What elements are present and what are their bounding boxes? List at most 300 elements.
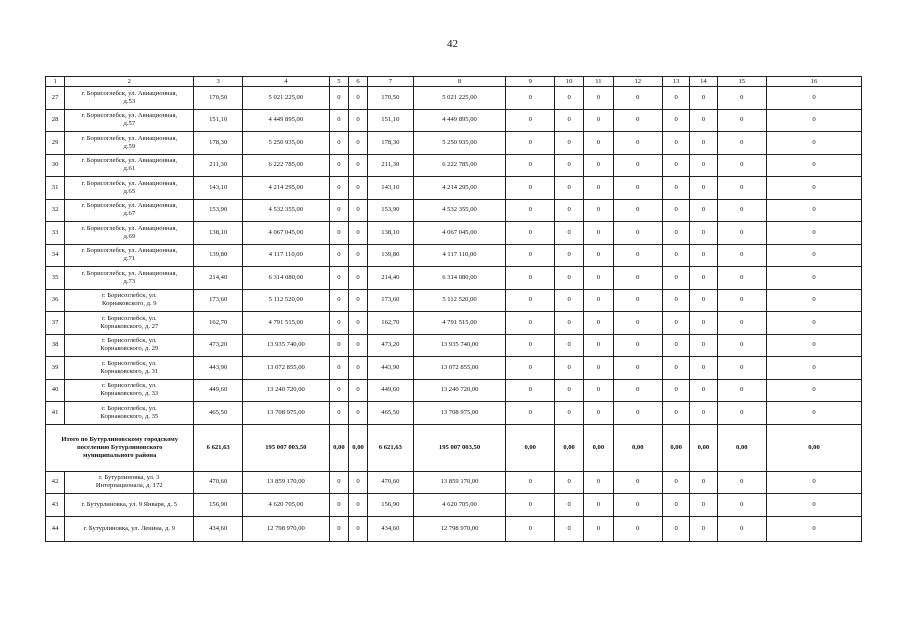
value-cell-c9: 0	[506, 222, 554, 245]
value-cell-c12: 0	[613, 289, 662, 312]
table-row	[46, 312, 862, 335]
value-cell-c16: 0	[767, 109, 862, 132]
row-number: 41	[46, 402, 65, 425]
address-line-2: д.53	[123, 97, 136, 105]
address-line-2: Корнаковского, д. 29	[100, 345, 159, 353]
value-cell-c15: 0	[717, 494, 766, 517]
value-cell-c6: 0	[348, 289, 367, 312]
value-cell-c9: 0	[506, 199, 554, 222]
row-number: 30	[46, 154, 65, 177]
value-cell-c6: 0	[348, 132, 367, 155]
value-cell-c3: 151,10	[194, 109, 242, 132]
value-cell-c10: 0	[554, 154, 583, 177]
value-cell-c16: 0	[767, 379, 862, 402]
total-value-c14: 0,00	[690, 424, 717, 471]
value-cell-c9: 0	[506, 109, 554, 132]
page-number: 42	[447, 38, 458, 50]
address-line-1: г. Борисоглебск, ул.	[101, 337, 157, 345]
row-number: 42	[46, 471, 65, 494]
value-cell-c10: 0	[554, 177, 583, 200]
value-cell-c5: 0	[329, 494, 348, 517]
row-number: 34	[46, 244, 65, 267]
row-number: 43	[46, 494, 65, 517]
value-cell-c11: 0	[584, 312, 613, 335]
table-row	[46, 199, 862, 222]
address-line-2: д.71	[123, 255, 136, 263]
value-cell-c6: 0	[348, 109, 367, 132]
value-cell-c12: 0	[613, 357, 662, 380]
address-cell	[65, 267, 194, 290]
table-row	[46, 494, 862, 517]
value-cell-c15: 0	[717, 267, 766, 290]
value-cell-c10: 0	[554, 357, 583, 380]
value-cell-c9: 0	[506, 132, 554, 155]
value-cell-c6: 0	[348, 334, 367, 357]
value-cell-c13: 0	[663, 471, 690, 494]
value-cell-c13: 0	[663, 132, 690, 155]
register-table	[45, 76, 862, 542]
value-cell-c3: 443,90	[194, 357, 242, 380]
address-line-2: д.59	[123, 142, 136, 150]
value-cell-c12: 0	[613, 267, 662, 290]
total-value-c13: 0,00	[663, 424, 690, 471]
value-cell-c10: 0	[554, 244, 583, 267]
value-cell-c10: 0	[554, 516, 583, 541]
total-label-line: Итого по Бутурлиновскому городскому	[61, 435, 179, 443]
value-cell-c7: 143,10	[368, 177, 413, 200]
table-row	[46, 244, 862, 267]
value-cell-c9: 0	[506, 471, 554, 494]
value-cell-c8: 6 314 080,00	[413, 267, 506, 290]
value-cell-c3: 156,90	[194, 494, 242, 517]
value-cell-c14: 0	[690, 312, 717, 335]
value-cell-c15: 0	[717, 222, 766, 245]
address-line-1: г. Борисоглебск, ул.	[101, 404, 157, 412]
value-cell-c3: 214,40	[194, 267, 242, 290]
row-number: 35	[46, 267, 65, 290]
value-cell-c11: 0	[584, 289, 613, 312]
value-cell-c9: 0	[506, 244, 554, 267]
column-number-7: 7	[368, 77, 413, 87]
value-cell-c14: 0	[690, 132, 717, 155]
column-number-14: 14	[690, 77, 717, 87]
row-number: 39	[46, 357, 65, 380]
address-line-2: д.57	[123, 120, 136, 128]
value-cell-c9: 0	[506, 267, 554, 290]
value-cell-c15: 0	[717, 516, 766, 541]
value-cell-c6: 0	[348, 494, 367, 517]
value-cell-c12: 0	[613, 132, 662, 155]
value-cell-c15: 0	[717, 334, 766, 357]
address-cell	[65, 471, 194, 494]
value-cell-c7: 434,60	[368, 516, 413, 541]
column-number-4: 4	[242, 77, 329, 87]
address-line-1: г. Борисоглебск, ул. Авиационная,	[81, 269, 178, 277]
total-value-c12: 0,00	[613, 424, 662, 471]
value-cell-c9: 0	[506, 87, 554, 110]
value-cell-c4: 4 117 110,00	[242, 244, 329, 267]
value-cell-c16: 0	[767, 334, 862, 357]
address-line-1: г. Борисоглебск, ул. Авиационная,	[81, 202, 178, 210]
value-cell-c8: 12 798 970,00	[413, 516, 506, 541]
value-cell-c12: 0	[613, 379, 662, 402]
value-cell-c14: 0	[690, 334, 717, 357]
value-cell-c11: 0	[584, 87, 613, 110]
value-cell-c11: 0	[584, 154, 613, 177]
address-line-1: г. Борисоглебск, ул. Авиационная,	[81, 134, 178, 142]
value-cell-c4: 13 072 855,00	[242, 357, 329, 380]
value-cell-c16: 0	[767, 132, 862, 155]
value-cell-c5: 0	[329, 334, 348, 357]
value-cell-c10: 0	[554, 402, 583, 425]
value-cell-c10: 0	[554, 379, 583, 402]
address-line-2: Корнаковского, д. 31	[100, 367, 159, 375]
value-cell-c7: 139,80	[368, 244, 413, 267]
value-cell-c13: 0	[663, 177, 690, 200]
address-line-2: д.61	[123, 165, 136, 173]
total-value-c9: 0,00	[506, 424, 554, 471]
value-cell-c12: 0	[613, 334, 662, 357]
value-cell-c9: 0	[506, 289, 554, 312]
address-line-2: Корнаковского, д. 9	[102, 300, 157, 308]
value-cell-c4: 4 214 295,00	[242, 177, 329, 200]
value-cell-c8: 4 117 110,00	[413, 244, 506, 267]
value-cell-c16: 0	[767, 154, 862, 177]
column-number-row	[46, 77, 862, 87]
value-cell-c15: 0	[717, 132, 766, 155]
value-cell-c16: 0	[767, 267, 862, 290]
address-cell	[65, 494, 194, 517]
value-cell-c5: 0	[329, 244, 348, 267]
row-number: 33	[46, 222, 65, 245]
row-number: 29	[46, 132, 65, 155]
value-cell-c12: 0	[613, 471, 662, 494]
value-cell-c6: 0	[348, 312, 367, 335]
value-cell-c7: 211,30	[368, 154, 413, 177]
value-cell-c8: 13 935 740,00	[413, 334, 506, 357]
value-cell-c8: 6 222 785,00	[413, 154, 506, 177]
value-cell-c5: 0	[329, 87, 348, 110]
value-cell-c6: 0	[348, 87, 367, 110]
value-cell-c16: 0	[767, 402, 862, 425]
value-cell-c9: 0	[506, 494, 554, 517]
table-row	[46, 402, 862, 425]
total-label-line: муниципального района	[83, 451, 157, 459]
value-cell-c7: 465,50	[368, 402, 413, 425]
table-row	[46, 87, 862, 110]
value-cell-c10: 0	[554, 267, 583, 290]
value-cell-c4: 4 791 515,00	[242, 312, 329, 335]
value-cell-c9: 0	[506, 154, 554, 177]
value-cell-c14: 0	[690, 222, 717, 245]
column-number-12: 12	[613, 77, 662, 87]
address-cell	[65, 244, 194, 267]
value-cell-c4: 4 449 895,00	[242, 109, 329, 132]
address-cell	[65, 109, 194, 132]
value-cell-c10: 0	[554, 199, 583, 222]
address-line-1: г. Борисоглебск, ул. Авиационная,	[81, 157, 178, 165]
value-cell-c5: 0	[329, 177, 348, 200]
address-cell	[65, 289, 194, 312]
value-cell-c13: 0	[663, 244, 690, 267]
total-value-c6: 0,00	[348, 424, 367, 471]
value-cell-c6: 0	[348, 154, 367, 177]
value-cell-c10: 0	[554, 109, 583, 132]
value-cell-c12: 0	[613, 516, 662, 541]
value-cell-c14: 0	[690, 244, 717, 267]
address-line-1: г. Борисоглебск, ул.	[101, 314, 157, 322]
value-cell-c10: 0	[554, 312, 583, 335]
value-cell-c14: 0	[690, 357, 717, 380]
value-cell-c10: 0	[554, 471, 583, 494]
value-cell-c8: 13 072 855,00	[413, 357, 506, 380]
column-number-16: 16	[767, 77, 862, 87]
value-cell-c5: 0	[329, 402, 348, 425]
value-cell-c7: 214,40	[368, 267, 413, 290]
value-cell-c4: 5 112 520,00	[242, 289, 329, 312]
value-cell-c8: 5 021 225,00	[413, 87, 506, 110]
value-cell-c15: 0	[717, 402, 766, 425]
value-cell-c7: 473,20	[368, 334, 413, 357]
value-cell-c3: 178,30	[194, 132, 242, 155]
value-cell-c11: 0	[584, 334, 613, 357]
column-number-10: 10	[554, 77, 583, 87]
value-cell-c5: 0	[329, 222, 348, 245]
value-cell-c14: 0	[690, 267, 717, 290]
table-row	[46, 267, 862, 290]
row-number: 44	[46, 516, 65, 541]
total-value-c11: 0,00	[584, 424, 613, 471]
value-cell-c7: 138,10	[368, 222, 413, 245]
value-cell-c11: 0	[584, 516, 613, 541]
table-row	[46, 154, 862, 177]
value-cell-c11: 0	[584, 379, 613, 402]
value-cell-c14: 0	[690, 516, 717, 541]
total-value-c3: 6 621,63	[194, 424, 242, 471]
value-cell-c5: 0	[329, 267, 348, 290]
value-cell-c6: 0	[348, 357, 367, 380]
address-line-1: г. Бутурлиновка, ул. 3	[99, 474, 160, 482]
value-cell-c12: 0	[613, 177, 662, 200]
value-cell-c12: 0	[613, 199, 662, 222]
value-cell-c10: 0	[554, 494, 583, 517]
value-cell-c16: 0	[767, 244, 862, 267]
address-line-1: г. Борисоглебск, ул. Авиационная,	[81, 179, 178, 187]
value-cell-c13: 0	[663, 516, 690, 541]
value-cell-c13: 0	[663, 289, 690, 312]
table-row	[46, 516, 862, 541]
value-cell-c10: 0	[554, 132, 583, 155]
value-cell-c3: 470,60	[194, 471, 242, 494]
value-cell-c14: 0	[690, 402, 717, 425]
value-cell-c4: 13 859 170,00	[242, 471, 329, 494]
value-cell-c14: 0	[690, 471, 717, 494]
value-cell-c12: 0	[613, 244, 662, 267]
value-cell-c15: 0	[717, 312, 766, 335]
value-cell-c6: 0	[348, 379, 367, 402]
value-cell-c8: 13 240 720,00	[413, 379, 506, 402]
column-number-15: 15	[717, 77, 766, 87]
value-cell-c14: 0	[690, 199, 717, 222]
value-cell-c3: 449,60	[194, 379, 242, 402]
row-number: 28	[46, 109, 65, 132]
value-cell-c4: 13 935 740,00	[242, 334, 329, 357]
value-cell-c13: 0	[663, 402, 690, 425]
total-value-c15: 0,00	[717, 424, 766, 471]
value-cell-c16: 0	[767, 357, 862, 380]
value-cell-c4: 13 240 720,00	[242, 379, 329, 402]
value-cell-c10: 0	[554, 334, 583, 357]
address-cell	[65, 199, 194, 222]
value-cell-c11: 0	[584, 109, 613, 132]
column-number-5: 5	[329, 77, 348, 87]
address-cell	[65, 87, 194, 110]
address-line-1: г. Бутурлиновка, ул. 9 Января, д. 5	[81, 500, 178, 508]
value-cell-c13: 0	[663, 109, 690, 132]
address-cell	[65, 222, 194, 245]
value-cell-c8: 13 859 170,00	[413, 471, 506, 494]
value-cell-c13: 0	[663, 494, 690, 517]
address-cell	[65, 177, 194, 200]
table-row	[46, 177, 862, 200]
table-row	[46, 379, 862, 402]
value-cell-c13: 0	[663, 357, 690, 380]
value-cell-c15: 0	[717, 109, 766, 132]
value-cell-c15: 0	[717, 289, 766, 312]
value-cell-c14: 0	[690, 289, 717, 312]
address-line-1: г. Борисоглебск, ул.	[101, 382, 157, 390]
value-cell-c11: 0	[584, 494, 613, 517]
value-cell-c4: 6 222 785,00	[242, 154, 329, 177]
value-cell-c7: 153,90	[368, 199, 413, 222]
value-cell-c13: 0	[663, 154, 690, 177]
value-cell-c7: 170,50	[368, 87, 413, 110]
value-cell-c13: 0	[663, 379, 690, 402]
address-line-1: г. Борисоглебск, ул.	[101, 359, 157, 367]
value-cell-c14: 0	[690, 379, 717, 402]
value-cell-c16: 0	[767, 494, 862, 517]
value-cell-c5: 0	[329, 199, 348, 222]
value-cell-c3: 153,90	[194, 199, 242, 222]
total-value-c4: 195 007 003,50	[242, 424, 329, 471]
total-label-line: поселению Бутурлиновского	[76, 443, 163, 451]
value-cell-c9: 0	[506, 177, 554, 200]
address-line-1: г. Борисоглебск, ул. Авиационная,	[81, 112, 178, 120]
value-cell-c3: 173,60	[194, 289, 242, 312]
value-cell-c3: 170,50	[194, 87, 242, 110]
value-cell-c13: 0	[663, 267, 690, 290]
value-cell-c7: 443,90	[368, 357, 413, 380]
value-cell-c13: 0	[663, 312, 690, 335]
value-cell-c8: 4 067 045,00	[413, 222, 506, 245]
value-cell-c5: 0	[329, 312, 348, 335]
value-cell-c16: 0	[767, 177, 862, 200]
value-cell-c13: 0	[663, 334, 690, 357]
value-cell-c9: 0	[506, 402, 554, 425]
value-cell-c16: 0	[767, 222, 862, 245]
value-cell-c8: 4 620 705,00	[413, 494, 506, 517]
address-cell	[65, 357, 194, 380]
value-cell-c12: 0	[613, 494, 662, 517]
value-cell-c4: 6 314 080,00	[242, 267, 329, 290]
value-cell-c5: 0	[329, 357, 348, 380]
value-cell-c3: 465,50	[194, 402, 242, 425]
value-cell-c16: 0	[767, 199, 862, 222]
value-cell-c5: 0	[329, 154, 348, 177]
value-cell-c11: 0	[584, 267, 613, 290]
value-cell-c9: 0	[506, 516, 554, 541]
address-cell	[65, 334, 194, 357]
value-cell-c3: 211,30	[194, 154, 242, 177]
value-cell-c11: 0	[584, 471, 613, 494]
address-line-2: д.67	[123, 210, 136, 218]
column-number-1: 1	[46, 77, 65, 87]
address-line-2: д.73	[123, 277, 136, 285]
total-row	[46, 424, 862, 471]
row-number: 31	[46, 177, 65, 200]
address-line-2: Корнаковского, д. 33	[100, 390, 159, 398]
value-cell-c12: 0	[613, 154, 662, 177]
value-cell-c10: 0	[554, 222, 583, 245]
value-cell-c14: 0	[690, 87, 717, 110]
value-cell-c15: 0	[717, 357, 766, 380]
value-cell-c15: 0	[717, 87, 766, 110]
value-cell-c4: 4 067 045,00	[242, 222, 329, 245]
address-line-2: Корнаковского, д. 35	[100, 412, 159, 420]
value-cell-c8: 4 214 295,00	[413, 177, 506, 200]
total-value-c7: 6 621,63	[368, 424, 413, 471]
total-value-c10: 0,00	[554, 424, 583, 471]
address-cell	[65, 402, 194, 425]
value-cell-c9: 0	[506, 312, 554, 335]
value-cell-c15: 0	[717, 471, 766, 494]
value-cell-c5: 0	[329, 289, 348, 312]
table-body	[46, 77, 862, 542]
value-cell-c16: 0	[767, 516, 862, 541]
value-cell-c7: 151,10	[368, 109, 413, 132]
value-cell-c13: 0	[663, 87, 690, 110]
value-cell-c7: 449,60	[368, 379, 413, 402]
value-cell-c15: 0	[717, 154, 766, 177]
value-cell-c11: 0	[584, 244, 613, 267]
value-cell-c6: 0	[348, 199, 367, 222]
value-cell-c4: 4 620 705,00	[242, 494, 329, 517]
value-cell-c8: 5 250 935,00	[413, 132, 506, 155]
value-cell-c14: 0	[690, 177, 717, 200]
table-row	[46, 132, 862, 155]
total-label	[46, 424, 194, 471]
column-number-13: 13	[663, 77, 690, 87]
value-cell-c16: 0	[767, 471, 862, 494]
row-number: 27	[46, 87, 65, 110]
column-number-8: 8	[413, 77, 506, 87]
value-cell-c12: 0	[613, 109, 662, 132]
value-cell-c12: 0	[613, 402, 662, 425]
row-number: 37	[46, 312, 65, 335]
value-cell-c11: 0	[584, 222, 613, 245]
value-cell-c12: 0	[613, 87, 662, 110]
value-cell-c3: 434,60	[194, 516, 242, 541]
value-cell-c12: 0	[613, 222, 662, 245]
value-cell-c8: 13 708 975,00	[413, 402, 506, 425]
value-cell-c3: 162,70	[194, 312, 242, 335]
value-cell-c4: 5 021 225,00	[242, 87, 329, 110]
table-row	[46, 289, 862, 312]
address-cell	[65, 312, 194, 335]
address-line-1: г. Борисоглебск, ул. Авиационная,	[81, 89, 178, 97]
value-cell-c9: 0	[506, 379, 554, 402]
table-row	[46, 222, 862, 245]
